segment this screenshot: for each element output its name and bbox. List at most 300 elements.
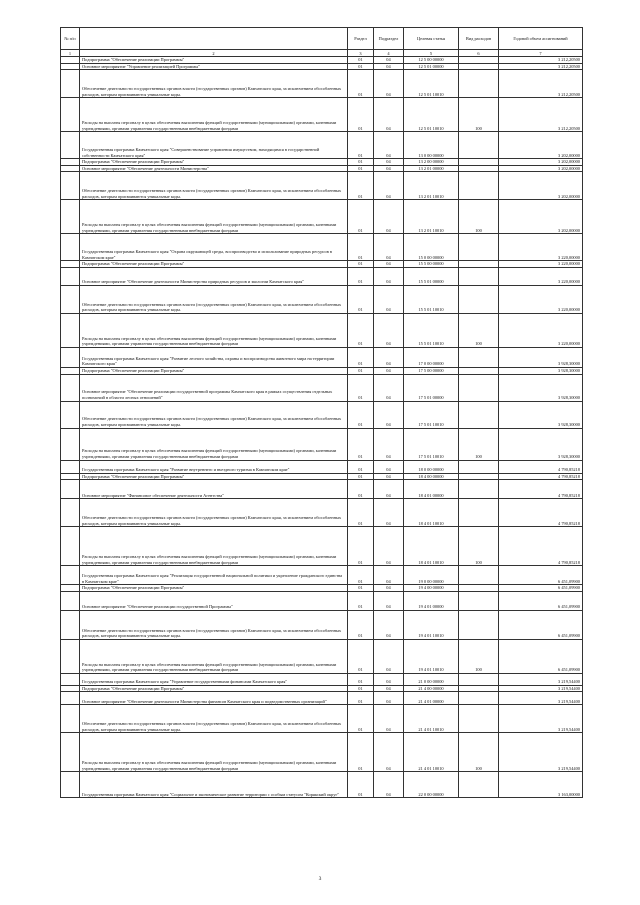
expense-type-cell xyxy=(459,610,499,639)
table-header-row xyxy=(61,28,583,50)
target-article-cell: 21 0 00 00000 xyxy=(404,673,459,685)
podrazdel-cell: 04 xyxy=(374,367,404,374)
row-name-cell: Основное мероприятие "Обеспечение деятельности Министерства природных ресурсов и экологии Камчатского края" xyxy=(80,267,348,285)
expense-type-cell xyxy=(459,367,499,374)
row-name-cell: Государственная программа Камчатского края "Развитие внутреннего и въездного туризма в Камчатском крае" xyxy=(80,460,348,473)
table-row xyxy=(61,692,583,705)
row-name-cell: Основное мероприятие "Обеспечение реализации государственной Программы" xyxy=(80,591,348,610)
razdel-cell: 01 xyxy=(348,159,374,166)
index-cell xyxy=(61,285,80,313)
expense-type-cell xyxy=(459,159,499,166)
expense-type-cell xyxy=(459,234,499,261)
annual-volume-cell: 3 928,30000 xyxy=(499,367,583,374)
index-cell xyxy=(61,347,80,367)
col-header-target-article: Целевая статья xyxy=(404,28,459,50)
table-row xyxy=(61,267,583,285)
table-row xyxy=(61,63,583,70)
razdel-cell: 01 xyxy=(348,267,374,285)
razdel-cell: 01 xyxy=(348,401,374,428)
index-cell xyxy=(61,165,80,172)
row-name-cell: Расходы на выплаты персоналу в целях обеспечения выполнения функций государственными (муниципальными) органами, казенными учреждениями, органами управления государственными внебюджетными фондами xyxy=(80,527,348,566)
index-cell xyxy=(61,566,80,585)
podrazdel-cell: 04 xyxy=(374,261,404,268)
row-name-cell: Подпрограмма "Обеспечение реализации Программы" xyxy=(80,261,348,268)
target-article-cell: 15 5 01 10010 xyxy=(404,313,459,347)
annual-volume-cell: 4 790,85218 xyxy=(499,499,583,527)
target-article-cell: 19 4 01 10010 xyxy=(404,610,459,639)
row-name-cell: Государственная программа Камчатского края "Совершенствование управления имуществом, находящимся в государственной собственности Камчатского края" xyxy=(80,132,348,159)
table-row xyxy=(61,639,583,673)
podrazdel-cell: 04 xyxy=(374,98,404,132)
col-header-expense-type: Вид расходов xyxy=(459,28,499,50)
podrazdel-cell: 04 xyxy=(374,63,404,70)
table-row xyxy=(61,673,583,685)
index-cell xyxy=(61,673,80,685)
expense-type-cell xyxy=(459,692,499,705)
index-cell xyxy=(61,460,80,473)
expense-type-cell xyxy=(459,673,499,685)
index-cell xyxy=(61,639,80,673)
annual-volume-cell: 3 928,30000 xyxy=(499,374,583,401)
annual-volume-cell: 3 202,00000 xyxy=(499,172,583,200)
row-name-cell: Подпрограмма "Обеспечение реализации Программы" xyxy=(80,159,348,166)
table-row xyxy=(61,527,583,566)
row-name-cell: Государственная программа Камчатского края "Развитие лесного хозяйства, охраны и воспроизводства животного мира на территории Камчатского края" xyxy=(80,347,348,367)
expense-type-cell xyxy=(459,401,499,428)
podrazdel-cell: 04 xyxy=(374,566,404,585)
target-article-cell: 19 4 01 10010 xyxy=(404,639,459,673)
index-cell xyxy=(61,159,80,166)
index-cell xyxy=(61,374,80,401)
index-cell xyxy=(61,473,80,480)
row-name-cell: Подпрограмма "Обеспечение реализации Программы" xyxy=(80,473,348,480)
expense-type-cell xyxy=(459,57,499,64)
target-article-cell: 15 5 00 00000 xyxy=(404,261,459,268)
expense-type-cell xyxy=(459,261,499,268)
razdel-cell: 01 xyxy=(348,639,374,673)
razdel-cell: 01 xyxy=(348,673,374,685)
table-row xyxy=(61,685,583,692)
row-name-cell: Подпрограмма "Обеспечение реализации Программы" xyxy=(80,57,348,64)
annual-volume-cell: 6 451,09900 xyxy=(499,585,583,592)
razdel-cell: 01 xyxy=(348,70,374,98)
razdel-cell: 01 xyxy=(348,374,374,401)
target-article-cell: 13 0 00 00000 xyxy=(404,132,459,159)
razdel-cell: 01 xyxy=(348,132,374,159)
target-article-cell: 21 4 01 10010 xyxy=(404,705,459,733)
annual-volume-cell: 6 451,09900 xyxy=(499,639,583,673)
target-article-cell: 19 4 00 00000 xyxy=(404,585,459,592)
podrazdel-cell: 04 xyxy=(374,673,404,685)
expense-type-cell xyxy=(459,63,499,70)
col-number: 3 xyxy=(348,50,374,57)
podrazdel-cell: 04 xyxy=(374,591,404,610)
table-row xyxy=(61,499,583,527)
index-cell xyxy=(61,132,80,159)
annual-volume-cell: 4 790,85218 xyxy=(499,527,583,566)
annual-volume-cell: 3 163,00000 xyxy=(499,772,583,798)
annual-volume-cell: 3 220,00000 xyxy=(499,234,583,261)
razdel-cell: 01 xyxy=(348,692,374,705)
index-cell xyxy=(61,685,80,692)
razdel-cell: 01 xyxy=(348,200,374,234)
razdel-cell: 01 xyxy=(348,705,374,733)
row-name-cell: Обеспечение деятельности государственных органов власти (государственных органов) Камчатского края, за исключением обособленных расходов, которым присваиваются уникальные коды. xyxy=(80,610,348,639)
razdel-cell: 01 xyxy=(348,285,374,313)
annual-volume-cell: 3 219,54400 xyxy=(499,692,583,705)
table-row xyxy=(61,473,583,480)
target-article-cell: 17 5 01 10010 xyxy=(404,401,459,428)
table-row xyxy=(61,70,583,98)
index-cell xyxy=(61,367,80,374)
expense-type-cell: 100 xyxy=(459,313,499,347)
col-header-annual-volume: Годовой объем ассигнований xyxy=(499,28,583,50)
column-number-row xyxy=(61,50,583,57)
expense-type-cell: 100 xyxy=(459,639,499,673)
expense-type-cell: 100 xyxy=(459,200,499,234)
table-row xyxy=(61,585,583,592)
target-article-cell: 19 0 00 00000 xyxy=(404,566,459,585)
table-row xyxy=(61,733,583,772)
index-cell xyxy=(61,200,80,234)
table-row xyxy=(61,132,583,159)
row-name-cell: Обеспечение деятельности государственных органов власти (государственных органов) Камчатского края, за исключением обособленных расходов, которым присваиваются уникальные коды. xyxy=(80,705,348,733)
annual-volume-cell: 4 790,85218 xyxy=(499,480,583,499)
row-name-cell: Расходы на выплаты персоналу в целях обеспечения выполнения функций государственными (муниципальными) органами, казенными учреждениями, органами управления государственными внебюджетными фондами xyxy=(80,428,348,460)
row-name-cell: Расходы на выплаты персоналу в целях обеспечения выполнения функций государственными (муниципальными) органами, казенными учреждениями, органами управления государственными внебюджетными фондами xyxy=(80,733,348,772)
podrazdel-cell: 04 xyxy=(374,57,404,64)
target-article-cell: 19 4 01 00000 xyxy=(404,591,459,610)
podrazdel-cell: 04 xyxy=(374,685,404,692)
expense-type-cell xyxy=(459,480,499,499)
expense-type-cell xyxy=(459,685,499,692)
podrazdel-cell: 04 xyxy=(374,285,404,313)
podrazdel-cell: 04 xyxy=(374,165,404,172)
row-name-cell: Расходы на выплаты персоналу в целях обеспечения выполнения функций государственными (муниципальными) органами, казенными учреждениями, органами управления государственными внебюджетными фондами xyxy=(80,639,348,673)
row-name-cell: Обеспечение деятельности государственных органов власти (государственных органов) Камчатского края, за исключением обособленных расходов, которым присваиваются уникальные коды. xyxy=(80,499,348,527)
table-row xyxy=(61,165,583,172)
razdel-cell: 01 xyxy=(348,591,374,610)
target-article-cell: 18 4 01 10010 xyxy=(404,527,459,566)
podrazdel-cell: 04 xyxy=(374,200,404,234)
expense-type-cell xyxy=(459,591,499,610)
podrazdel-cell: 04 xyxy=(374,692,404,705)
target-article-cell: 22 0 00 00000 xyxy=(404,772,459,798)
col-number: 2 xyxy=(80,50,348,57)
target-article-cell: 21 4 01 00000 xyxy=(404,692,459,705)
expense-type-cell xyxy=(459,165,499,172)
table-row xyxy=(61,428,583,460)
expense-type-cell xyxy=(459,285,499,313)
target-article-cell: 21 4 01 10010 xyxy=(404,733,459,772)
razdel-cell: 01 xyxy=(348,473,374,480)
target-article-cell: 21 4 00 00000 xyxy=(404,685,459,692)
expense-type-cell xyxy=(459,772,499,798)
expense-type-cell xyxy=(459,566,499,585)
annual-volume-cell: 6 451,09900 xyxy=(499,610,583,639)
razdel-cell: 01 xyxy=(348,98,374,132)
table-row xyxy=(61,705,583,733)
annual-volume-cell: 3 219,54400 xyxy=(499,685,583,692)
table-row xyxy=(61,261,583,268)
row-name-cell: Основное мероприятие "Обеспечение деятельности Министерства финансов Камчатского края и подведомственных организаций" xyxy=(80,692,348,705)
expense-type-cell xyxy=(459,374,499,401)
row-name-cell: Основное мероприятие "Обеспечение деятельности Министерства" xyxy=(80,165,348,172)
podrazdel-cell: 04 xyxy=(374,610,404,639)
row-name-cell: Основное мероприятие "Управление реализацией Программы" xyxy=(80,63,348,70)
index-cell xyxy=(61,98,80,132)
podrazdel-cell: 04 xyxy=(374,172,404,200)
podrazdel-cell: 04 xyxy=(374,234,404,261)
row-name-cell: Основное мероприятие "Финансовое обеспечение деятельности Агентства" xyxy=(80,480,348,499)
annual-volume-cell: 3 219,54400 xyxy=(499,673,583,685)
razdel-cell: 01 xyxy=(348,57,374,64)
table-row xyxy=(61,401,583,428)
podrazdel-cell: 04 xyxy=(374,705,404,733)
podrazdel-cell: 04 xyxy=(374,499,404,527)
annual-volume-cell: 6 451,09900 xyxy=(499,591,583,610)
row-name-cell: Расходы на выплаты персоналу в целях обеспечения выполнения функций государственными (муниципальными) органами, казенными учреждениями, органами управления государственными внебюджетными фондами xyxy=(80,200,348,234)
target-article-cell: 17 0 00 00000 xyxy=(404,347,459,367)
razdel-cell: 01 xyxy=(348,234,374,261)
expense-type-cell: 100 xyxy=(459,428,499,460)
index-cell xyxy=(61,313,80,347)
index-cell xyxy=(61,733,80,772)
index-cell xyxy=(61,499,80,527)
target-article-cell: 12 5 00 00000 xyxy=(404,57,459,64)
index-cell xyxy=(61,591,80,610)
row-name-cell: Обеспечение деятельности государственных органов власти (государственных органов) Камчатского края, за исключением обособленных расходов, которым присваиваются уникальные коды. xyxy=(80,285,348,313)
razdel-cell: 01 xyxy=(348,347,374,367)
col-header-razdel: Раздел xyxy=(348,28,374,50)
annual-volume-cell: 6 451,09900 xyxy=(499,566,583,585)
podrazdel-cell: 04 xyxy=(374,347,404,367)
row-name-cell: Основное мероприятие "Обеспечение реализации государственной программы Камчатского края в рамках осуществления отдельных полномочий в области лесных отношений" xyxy=(80,374,348,401)
table-row xyxy=(61,172,583,200)
podrazdel-cell: 04 xyxy=(374,267,404,285)
expense-type-cell: 100 xyxy=(459,527,499,566)
razdel-cell: 01 xyxy=(348,610,374,639)
table-row xyxy=(61,285,583,313)
expense-type-cell xyxy=(459,70,499,98)
row-name-cell: Подпрограмма "Обеспечение реализации Программы" xyxy=(80,367,348,374)
expense-type-cell: 100 xyxy=(459,733,499,772)
podrazdel-cell: 04 xyxy=(374,480,404,499)
index-cell xyxy=(61,234,80,261)
podrazdel-cell: 04 xyxy=(374,313,404,347)
target-article-cell: 17 5 01 10010 xyxy=(404,428,459,460)
podrazdel-cell: 04 xyxy=(374,460,404,473)
target-article-cell: 18 4 01 00000 xyxy=(404,480,459,499)
annual-volume-cell: 3 212,20500 xyxy=(499,57,583,64)
table-row xyxy=(61,480,583,499)
col-number: 6 xyxy=(459,50,499,57)
podrazdel-cell: 04 xyxy=(374,473,404,480)
table-row xyxy=(61,200,583,234)
index-cell xyxy=(61,57,80,64)
razdel-cell: 01 xyxy=(348,63,374,70)
annual-volume-cell: 3 202,00000 xyxy=(499,200,583,234)
row-name-cell: Государственная программа Камчатского края "Охрана окружающей среды, воспроизводство и использование природных ресурсов в Камчатском крае" xyxy=(80,234,348,261)
target-article-cell: 13 2 01 10010 xyxy=(404,200,459,234)
table-row xyxy=(61,460,583,473)
row-name-cell: Расходы на выплаты персоналу в целях обеспечения выполнения функций государственными (муниципальными) органами, казенными учреждениями, органами управления государственными внебюджетными фондами xyxy=(80,313,348,347)
row-name-cell: Подпрограмма "Обеспечение реализации Программы" xyxy=(80,685,348,692)
index-cell xyxy=(61,692,80,705)
annual-volume-cell: 3 220,00000 xyxy=(499,267,583,285)
annual-volume-cell: 3 220,00000 xyxy=(499,261,583,268)
index-cell xyxy=(61,480,80,499)
table-row xyxy=(61,367,583,374)
expense-type-cell xyxy=(459,705,499,733)
target-article-cell: 18 4 00 00000 xyxy=(404,473,459,480)
podrazdel-cell: 04 xyxy=(374,733,404,772)
target-article-cell: 12 5 01 10010 xyxy=(404,70,459,98)
annual-volume-cell: 3 219,54400 xyxy=(499,733,583,772)
row-name-cell: Обеспечение деятельности государственных органов власти (государственных органов) Камчатского края, за исключением обособленных расходов, которым присваиваются уникальные коды. xyxy=(80,401,348,428)
target-article-cell: 13 2 01 10010 xyxy=(404,172,459,200)
budget-table xyxy=(60,27,583,798)
razdel-cell: 01 xyxy=(348,527,374,566)
expense-type-cell xyxy=(459,132,499,159)
annual-volume-cell: 3 202,00000 xyxy=(499,132,583,159)
target-article-cell: 18 0 00 00000 xyxy=(404,460,459,473)
target-article-cell: 17 5 00 00000 xyxy=(404,367,459,374)
razdel-cell: 01 xyxy=(348,261,374,268)
annual-volume-cell: 3 212,20500 xyxy=(499,70,583,98)
table-row xyxy=(61,313,583,347)
razdel-cell: 01 xyxy=(348,733,374,772)
razdel-cell: 01 xyxy=(348,165,374,172)
table-row xyxy=(61,98,583,132)
annual-volume-cell: 3 212,20500 xyxy=(499,63,583,70)
podrazdel-cell: 04 xyxy=(374,772,404,798)
target-article-cell: 15 0 00 00000 xyxy=(404,234,459,261)
annual-volume-cell: 4 790,85218 xyxy=(499,460,583,473)
row-name-cell: Обеспечение деятельности государственных органов власти (государственных органов) Камчатского края, за исключением обособленных расходов, которым присваиваются уникальные коды. xyxy=(80,70,348,98)
podrazdel-cell: 04 xyxy=(374,132,404,159)
target-article-cell: 15 5 01 00000 xyxy=(404,267,459,285)
col-header-index: № п/п xyxy=(61,28,80,50)
razdel-cell: 01 xyxy=(348,172,374,200)
annual-volume-cell: 3 212,20500 xyxy=(499,98,583,132)
table-row xyxy=(61,159,583,166)
table-body xyxy=(61,57,583,798)
razdel-cell: 01 xyxy=(348,480,374,499)
index-cell xyxy=(61,705,80,733)
index-cell xyxy=(61,172,80,200)
annual-volume-cell: 3 202,00000 xyxy=(499,165,583,172)
target-article-cell: 13 2 00 00000 xyxy=(404,159,459,166)
podrazdel-cell: 04 xyxy=(374,585,404,592)
podrazdel-cell: 04 xyxy=(374,401,404,428)
index-cell xyxy=(61,585,80,592)
podrazdel-cell: 04 xyxy=(374,374,404,401)
expense-type-cell xyxy=(459,347,499,367)
podrazdel-cell: 04 xyxy=(374,159,404,166)
table-row xyxy=(61,566,583,585)
target-article-cell: 18 4 01 10010 xyxy=(404,499,459,527)
row-name-cell: Подпрограмма "Обеспечение реализации Программы" xyxy=(80,585,348,592)
razdel-cell: 01 xyxy=(348,428,374,460)
razdel-cell: 01 xyxy=(348,499,374,527)
table-row xyxy=(61,374,583,401)
table-row xyxy=(61,591,583,610)
annual-volume-cell: 3 220,00000 xyxy=(499,285,583,313)
col-header-podrazdel: Подраздел xyxy=(374,28,404,50)
target-article-cell: 12 5 01 00000 xyxy=(404,63,459,70)
index-cell xyxy=(61,527,80,566)
table-row xyxy=(61,234,583,261)
row-name-cell: Государственная программа Камчатского края "Управление государственными финансами Камчатского края" xyxy=(80,673,348,685)
page-number: 3 xyxy=(318,876,322,882)
annual-volume-cell: 3 928,30000 xyxy=(499,347,583,367)
row-name-cell: Расходы на выплаты персоналу в целях обеспечения выполнения функций государственными (муниципальными) органами, казенными учреждениями, органами управления государственными внебюджетными фондами xyxy=(80,98,348,132)
podrazdel-cell: 04 xyxy=(374,70,404,98)
razdel-cell: 01 xyxy=(348,313,374,347)
col-number: 5 xyxy=(404,50,459,57)
razdel-cell: 01 xyxy=(348,772,374,798)
expense-type-cell xyxy=(459,460,499,473)
row-name-cell: Государственная программа Камчатского края "Социальное и экономическое развитие территории с особым статусом "Корякский округ" xyxy=(80,772,348,798)
target-article-cell: 17 5 01 00000 xyxy=(404,374,459,401)
index-cell xyxy=(61,401,80,428)
expense-type-cell xyxy=(459,267,499,285)
row-name-cell: Государственная программа Камчатского края "Реализация государственной национальной политики и укрепление гражданского единства в Камчатском крае" xyxy=(80,566,348,585)
expense-type-cell xyxy=(459,172,499,200)
target-article-cell: 13 2 01 00000 xyxy=(404,165,459,172)
table-row xyxy=(61,57,583,64)
index-cell xyxy=(61,261,80,268)
annual-volume-cell: 3 202,00000 xyxy=(499,159,583,166)
col-header-name xyxy=(80,28,348,50)
index-cell xyxy=(61,428,80,460)
razdel-cell: 01 xyxy=(348,685,374,692)
index-cell xyxy=(61,267,80,285)
col-number: 1 xyxy=(61,50,80,57)
table-row xyxy=(61,772,583,798)
razdel-cell: 01 xyxy=(348,566,374,585)
podrazdel-cell: 04 xyxy=(374,527,404,566)
index-cell xyxy=(61,610,80,639)
target-article-cell: 12 5 01 10010 xyxy=(404,98,459,132)
annual-volume-cell: 4 790,85218 xyxy=(499,473,583,480)
table-row xyxy=(61,347,583,367)
expense-type-cell xyxy=(459,585,499,592)
expense-type-cell xyxy=(459,473,499,480)
razdel-cell: 01 xyxy=(348,460,374,473)
expense-type-cell: 100 xyxy=(459,98,499,132)
annual-volume-cell: 3 219,54400 xyxy=(499,705,583,733)
annual-volume-cell: 3 220,00000 xyxy=(499,313,583,347)
razdel-cell: 01 xyxy=(348,585,374,592)
podrazdel-cell: 04 xyxy=(374,428,404,460)
col-number: 7 xyxy=(499,50,583,57)
annual-volume-cell: 3 928,30000 xyxy=(499,428,583,460)
target-article-cell: 15 5 01 10010 xyxy=(404,285,459,313)
index-cell xyxy=(61,63,80,70)
podrazdel-cell: 04 xyxy=(374,639,404,673)
expense-type-cell xyxy=(459,499,499,527)
col-number: 4 xyxy=(374,50,404,57)
annual-volume-cell: 3 928,30000 xyxy=(499,401,583,428)
razdel-cell: 01 xyxy=(348,367,374,374)
row-name-cell: Обеспечение деятельности государственных органов власти (государственных органов) Камчатского края, за исключением обособленных расходов, которым присваиваются уникальные коды. xyxy=(80,172,348,200)
budget-table-sheet xyxy=(60,27,582,798)
index-cell xyxy=(61,70,80,98)
index-cell xyxy=(61,772,80,798)
table-row xyxy=(61,610,583,639)
